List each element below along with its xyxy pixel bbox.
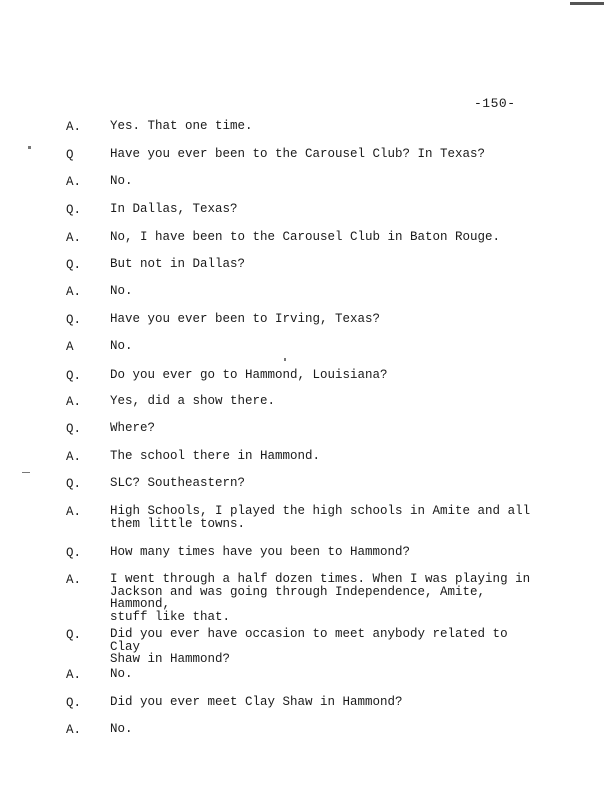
speaker-label: Q.: [66, 477, 82, 491]
speaker-label: Q.: [66, 422, 82, 436]
utterance-text: No.: [110, 667, 133, 681]
utterance-text: No.: [110, 174, 133, 188]
speaker-label: A.: [66, 395, 82, 409]
utterance-text: No.: [110, 722, 133, 736]
scan-speck: [284, 358, 286, 361]
utterance-text: No.: [110, 284, 133, 298]
speaker-label: Q.: [66, 696, 82, 710]
speaker-label: A.: [66, 450, 82, 464]
utterance-text: Have you ever been to Irving, Texas?: [110, 312, 381, 326]
utterance-text: Did you ever have occasion to meet anybody related to Clay Shaw in Hammond?: [110, 627, 508, 666]
utterance-text: The school there in Hammond.: [110, 449, 321, 463]
speaker-label: Q.: [66, 313, 82, 327]
speaker-label: A.: [66, 175, 82, 189]
speaker-label: Q.: [66, 628, 82, 642]
utterance-text: How many times have you been to Hammond?: [110, 545, 411, 559]
utterance-text: But not in Dallas?: [110, 257, 246, 271]
speaker-label: Q.: [66, 203, 82, 217]
utterance-text: No.: [110, 339, 133, 353]
utterance-text: Where?: [110, 421, 156, 435]
utterance-text: Do you ever go to Hammond, Louisiana?: [110, 368, 388, 382]
utterance-text: Yes, did a show there.: [110, 394, 276, 408]
speaker-label: A.: [66, 668, 82, 682]
speaker-label: A.: [66, 723, 82, 737]
speaker-label: A.: [66, 120, 82, 134]
utterance-text: In Dallas, Texas?: [110, 202, 238, 216]
utterance-text: Yes. That one time.: [110, 119, 253, 133]
utterance-text: High Schools, I played the high schools in Amite and all them little towns.: [110, 504, 531, 531]
speaker-label: A: [66, 340, 74, 354]
utterance-text: No, I have been to the Carousel Club in Baton Rouge.: [110, 230, 501, 244]
speaker-label: Q.: [66, 546, 82, 560]
scan-speck: [22, 472, 30, 473]
speaker-label: Q: [66, 148, 74, 162]
page-number: -150-: [474, 96, 516, 111]
speaker-label: A.: [66, 231, 82, 245]
speaker-label: Q.: [66, 258, 82, 272]
speaker-label: Q.: [66, 369, 82, 383]
speaker-label: A.: [66, 505, 82, 519]
scan-corner-mark: [570, 2, 604, 5]
scan-speck: [28, 146, 31, 149]
utterance-text: SLC? Southeastern?: [110, 476, 246, 490]
speaker-label: A.: [66, 573, 82, 587]
utterance-text: Did you ever meet Clay Shaw in Hammond?: [110, 695, 403, 709]
utterance-text: I went through a half dozen times. When I was playing in Jackson and was going through Independence, Amite, Hammond, stuff like that.: [110, 572, 531, 624]
speaker-label: A.: [66, 285, 82, 299]
utterance-text: Have you ever been to the Carousel Club? In Texas?: [110, 147, 486, 161]
